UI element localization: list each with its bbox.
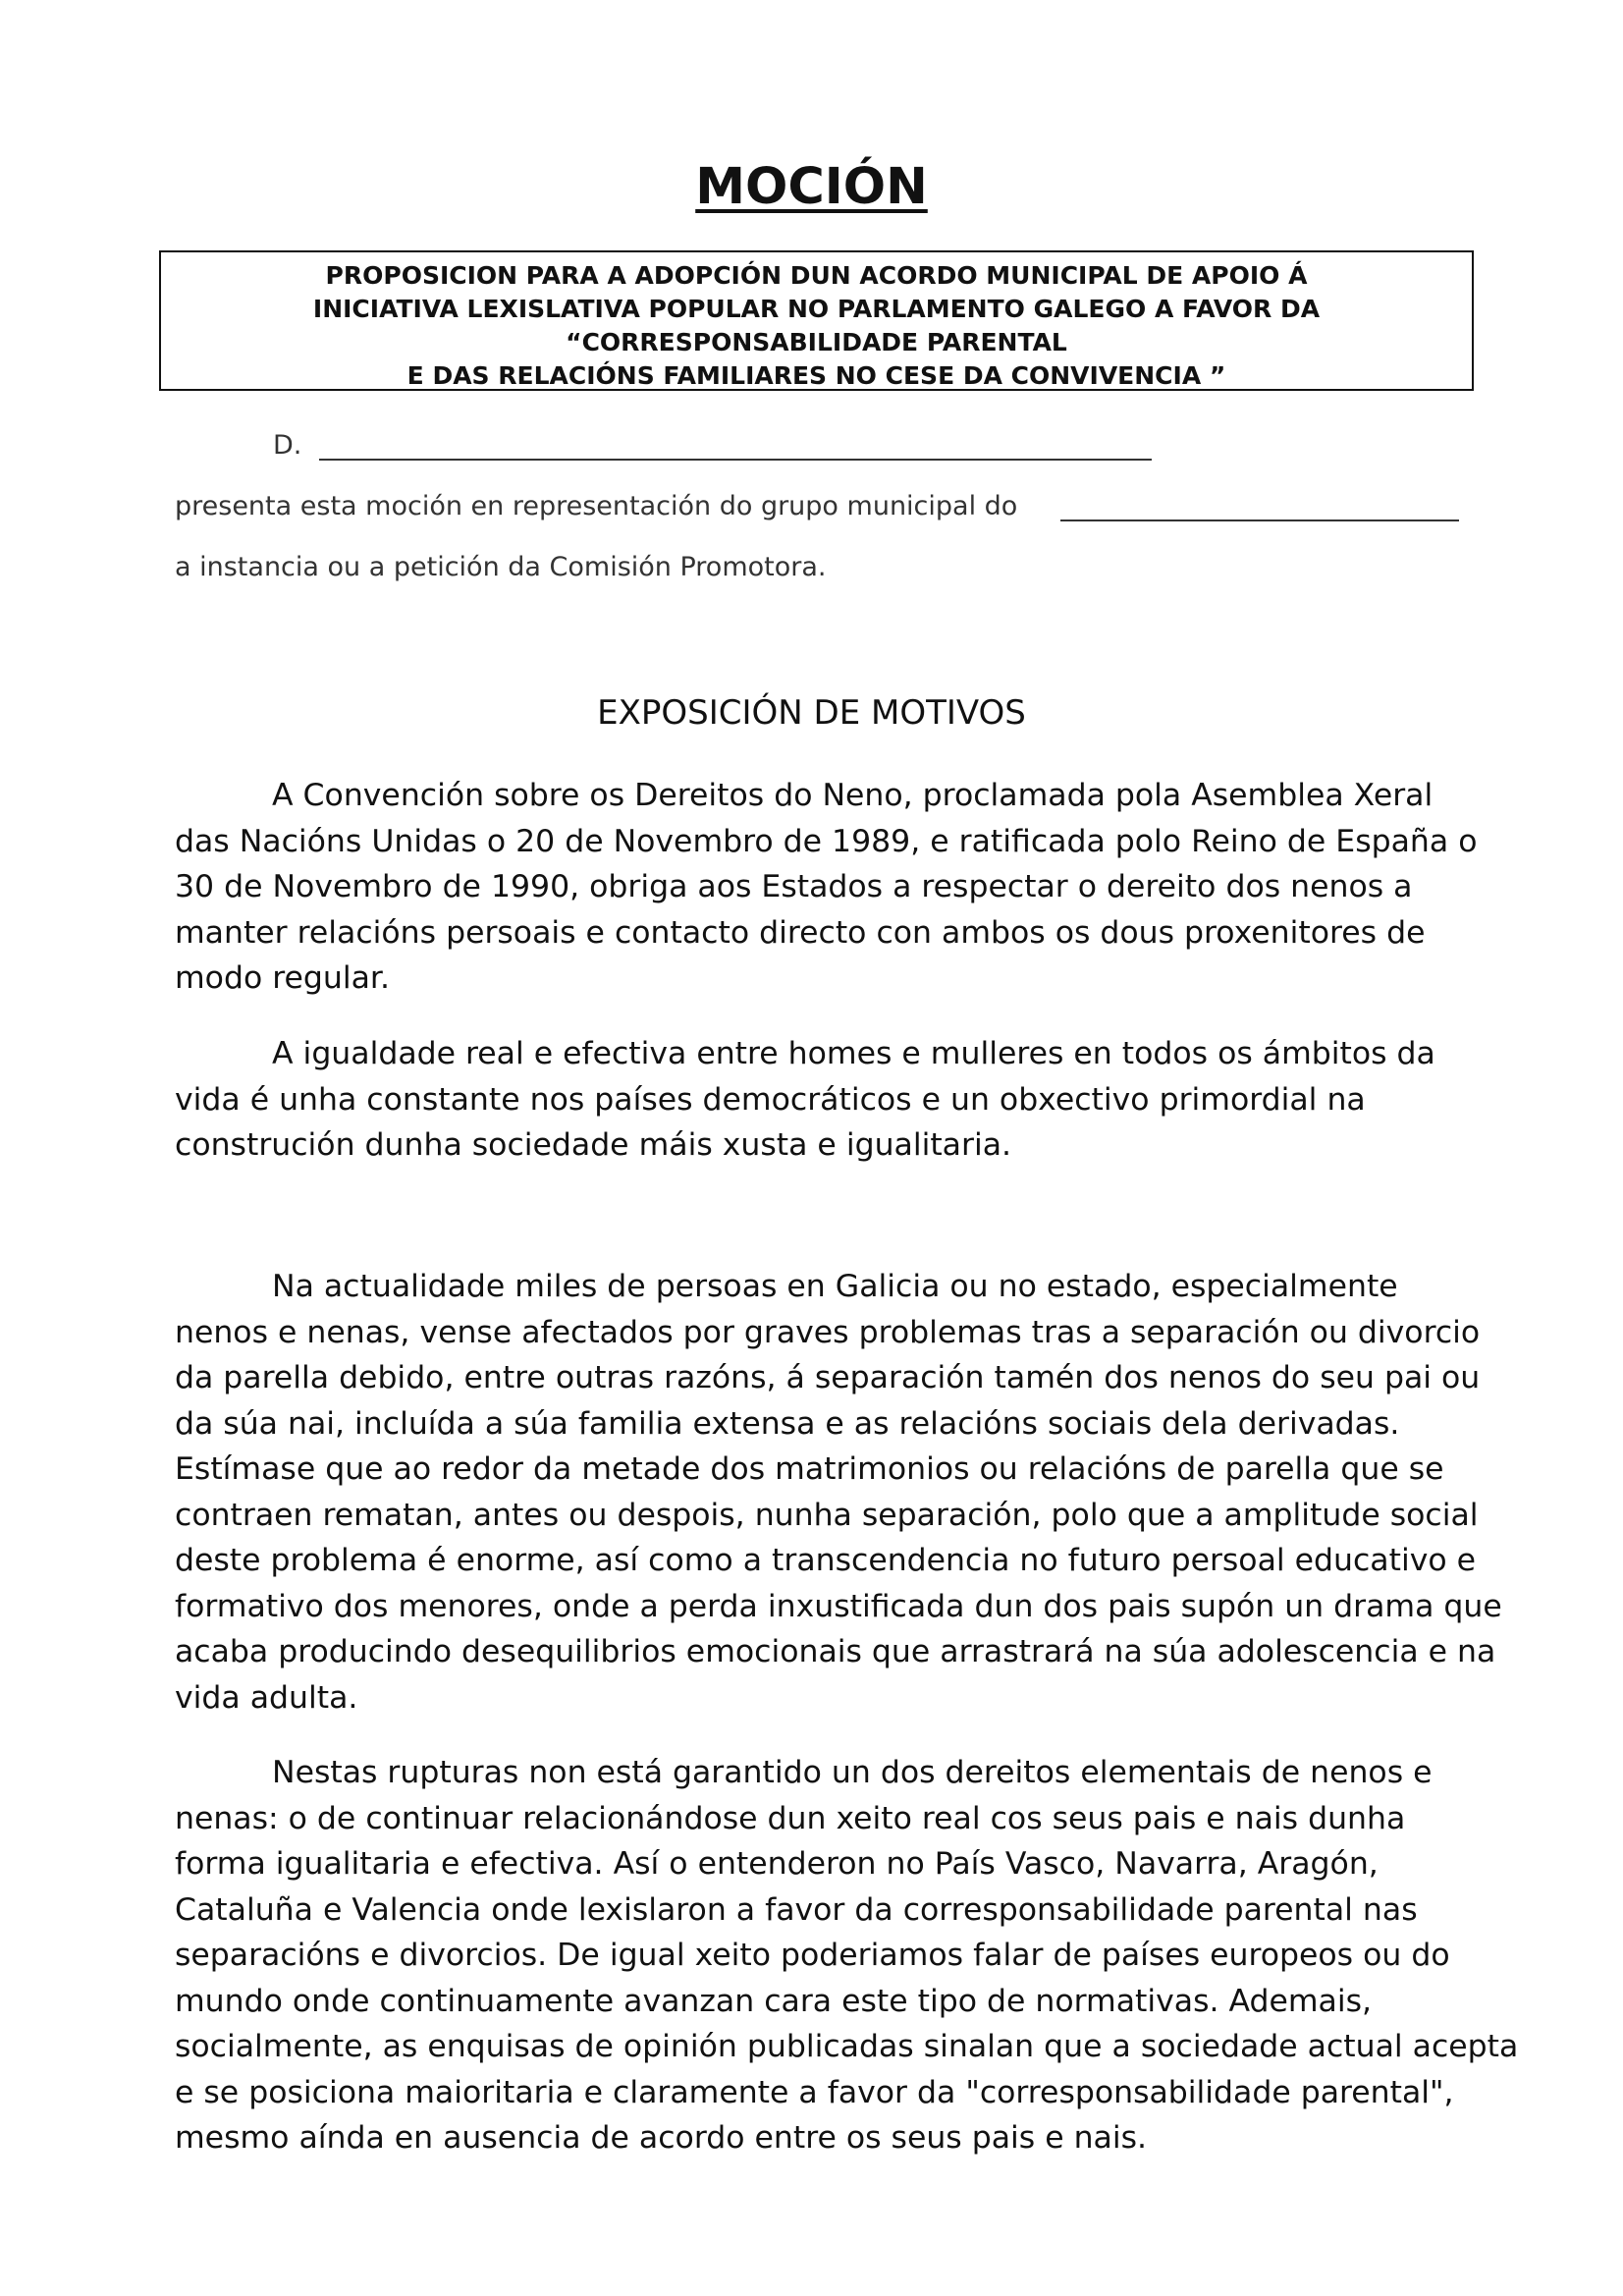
paragraph-line: da parella debido, entre outras razóns, á separación tamén dos nenos do seu pai ou [175,1360,1481,1395]
paragraph-line: formativo dos menores, onde a perda inxustificada dun dos pais supón un drama que [175,1588,1502,1624]
group-blank-line [1060,519,1459,521]
paragraph [175,1750,1519,2161]
paragraph-line: nenos e nenas, vense afectados por graves problemas tras a separación ou divorcio [175,1314,1481,1350]
paragraph-line: modo regular. [175,960,390,996]
proposal-title-box [159,250,1474,391]
paragraph-line: Cataluña e Valencia onde lexislaron a favor da corresponsabilidade parental nas [175,1891,1418,1928]
paragraph-line: nenas: o de continuar relacionándose dun xeito real cos seus pais e nais dunha [175,1800,1406,1836]
instancia-text: a instancia ou a petición da Comisión Promotora. [175,552,827,582]
paragraph-line: forma igualitaria e efectiva. Así o entenderon no País Vasco, Navarra, Aragón, [175,1846,1379,1882]
proposal-title-line: “CORRESPONSABILIDADE PARENTAL [566,328,1067,356]
paragraph-line: vida adulta. [175,1679,358,1716]
paragraph-line: Na actualidade miles de persoas en Galicia ou no estado, especialmente [272,1269,1398,1304]
d-label: D. [273,430,302,461]
paragraph-line: mundo onde continuamente avanzan cara este tipo de normativas. Ademais, [175,1983,1373,2019]
paragraph-line: das Nacións Unidas o 20 de Novembro de 1989, e ratificada polo Reino de España o [175,823,1478,859]
paragraph-line: A Convención sobre os Dereitos do Neno, proclamada pola Asemblea Xeral [272,778,1434,813]
paragraph-line: contraen rematan, antes ou despois, nunha separación, polo que a amplitude social [175,1497,1479,1533]
paragraph-line: da súa nai, incluída a súa familia extensa e as relacións sociais dela derivadas. [175,1405,1400,1442]
paragraph-line: e se posiciona maioritaria e claramente a favor da "corresponsabilidade parental", [175,2074,1454,2110]
paragraph-line: deste problema é enorme, así como a transcendencia no futuro persoal educativo e [175,1543,1477,1578]
paragraph-line: separacións e divorcios. De igual xeito poderiamos falar de países europeos ou do [175,1938,1450,1973]
paragraph-line: construción dunha sociedade máis xusta e igualitaria. [175,1127,1012,1163]
paragraph-line: socialmente, as enquisas de opinión publicadas sinalan que a sociedade actual acepta [175,2029,1519,2064]
paragraph-line: mesmo aínda en ausencia de acordo entre os seus pais e nais. [175,2120,1148,2156]
paragraph [175,1031,1471,1169]
section-heading: EXPOSICIÓN DE MOTIVOS [597,693,1026,733]
proposal-title-line: E DAS RELACIÓNS FAMILIARES NO CESE DA CONVIVENCIA ” [406,361,1226,390]
proposal-title-line: INICIATIVA LEXISLATIVA POPULAR NO PARLAMENTO GALEGO A FAVOR DA [312,295,1321,323]
paragraph-line: 30 de Novembro de 1990, obriga aos Estados a respectar o dereito dos nenos a [175,869,1413,904]
paragraph-line: vida é unha constante nos países democráticos e un obxectivo primordial na [175,1081,1366,1118]
paragraph-line: A igualdade real e efectiva entre homes e mulleres en todos os ámbitos da [272,1036,1435,1071]
page-title: MOCIÓN [695,158,928,216]
paragraph [175,1264,1502,1721]
paragraph-line: manter relacións persoais e contacto directo con ambos os dous proxenitores de [175,914,1426,951]
paragraph [175,773,1478,1002]
paragraph-line: acaba producindo desequilibrios emocionais que arrastrará na súa adolescencia e na [175,1634,1496,1669]
presenta-text: presenta esta moción en representación do grupo municipal do [175,491,1018,521]
paragraph-line: Nestas rupturas non está garantido un dos dereitos elementais de nenos e [272,1755,1433,1790]
name-blank-line [319,459,1152,461]
paragraph-line: Estímase que ao redor da metade dos matrimonios ou relacións de parella que se [175,1451,1444,1487]
proposal-title-line: PROPOSICION PARA A ADOPCIÓN DUN ACORDO MUNICIPAL DE APOIO Á [325,261,1308,290]
